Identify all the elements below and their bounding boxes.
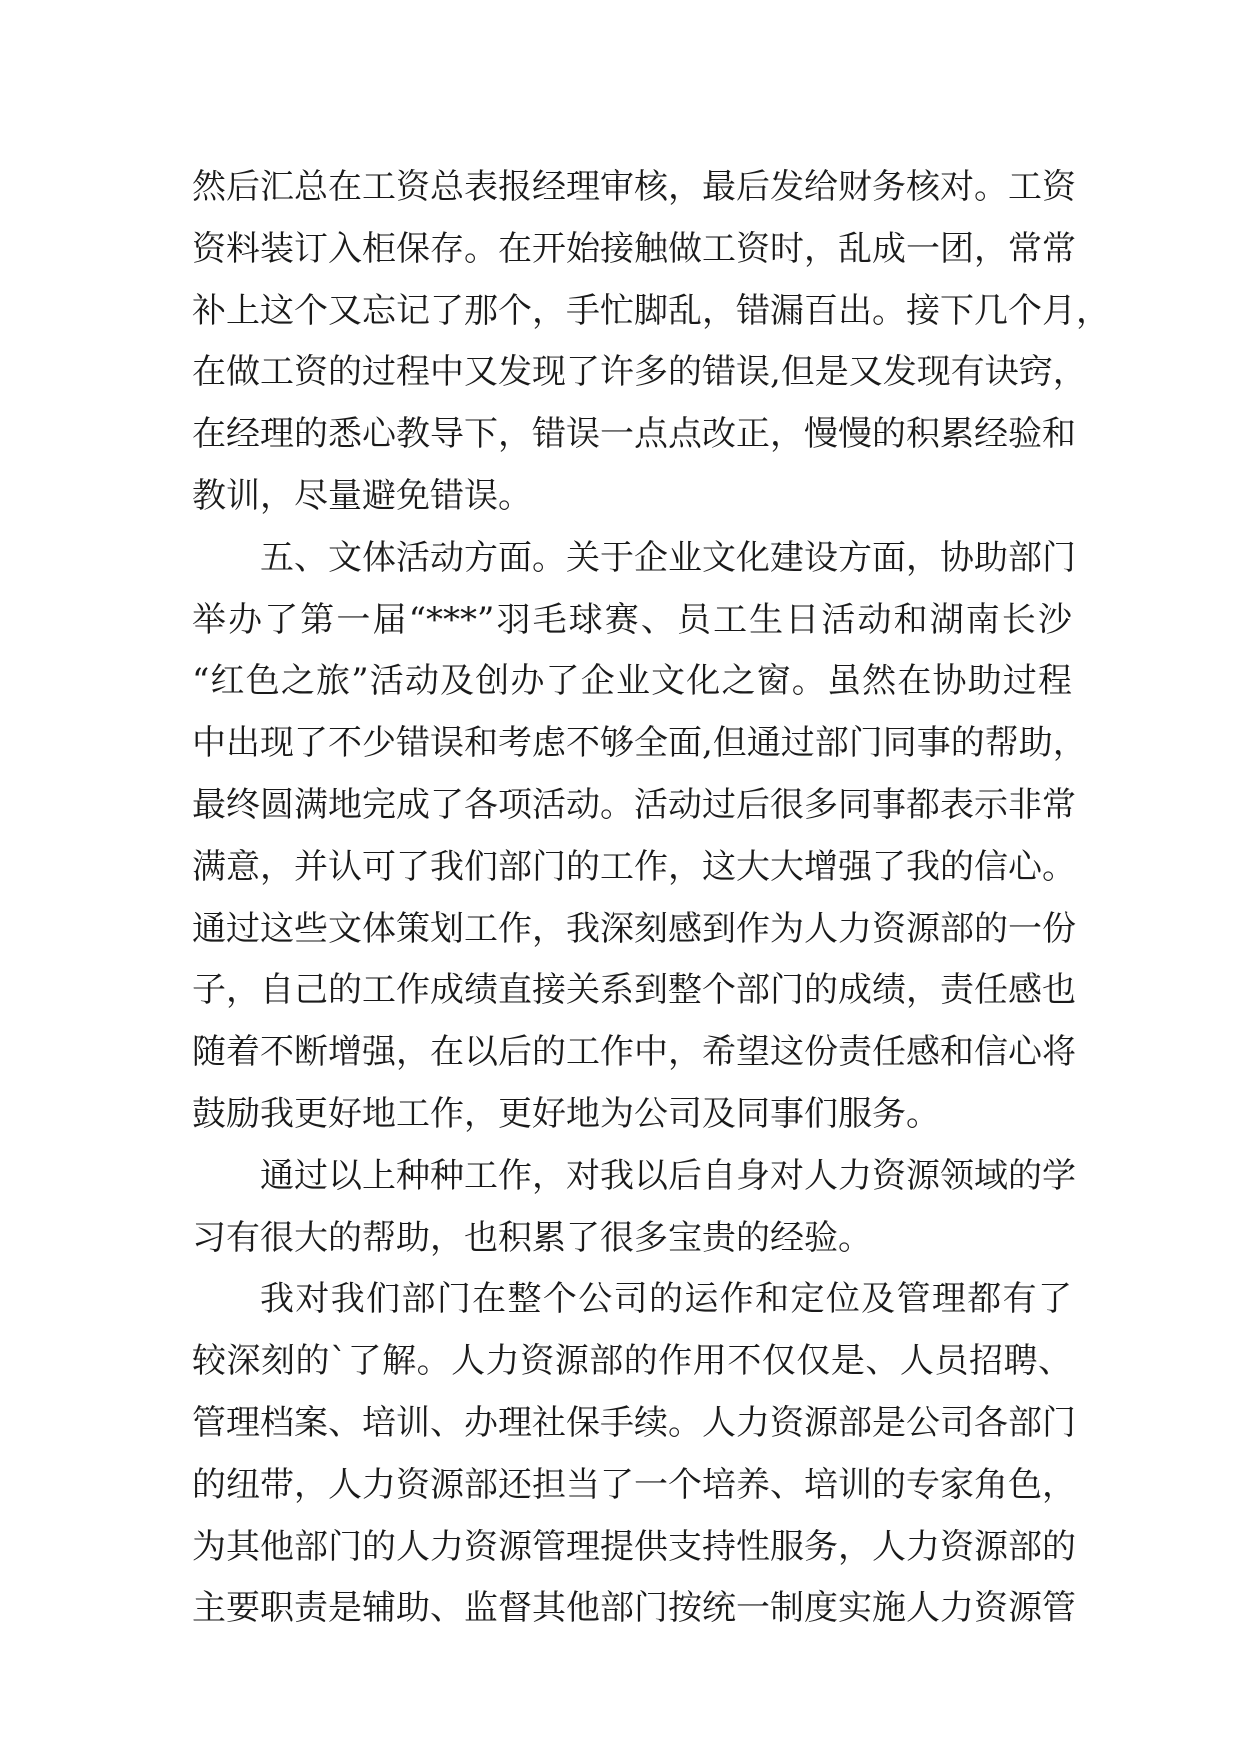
- text-line: 随着不断增强，在以后的工作中，希望这份责任感和信心将: [192, 1032, 1076, 1073]
- text-line: 管理档案、培训、办理社保手续。人力资源部是公司各部门: [192, 1402, 1076, 1443]
- text-line: 教训，尽量避免错误。: [192, 475, 532, 516]
- text-line: 鼓励我更好地工作，更好地为公司及同事们服务。: [192, 1093, 940, 1134]
- paragraph-first-line: 五、文体活动方面。关于企业文化建设方面，协助部门: [260, 537, 1076, 578]
- text-line: 在做工资的过程中又发现了许多的错误,但是又发现有诀窍，: [192, 352, 1087, 393]
- text-line: “红色之旅”活动及创办了企业文化之窗。虽然在协助过程: [192, 661, 1072, 702]
- text-line: 最终圆满地完成了各项活动。活动过后很多同事都表示非常: [192, 784, 1076, 825]
- text-line: 子，自己的工作成绩直接关系到整个部门的成绩，责任感也: [192, 970, 1076, 1011]
- text-line: 主要职责是辅助、监督其他部门按统一制度实施人力资源管: [192, 1588, 1076, 1629]
- text-line: 在经理的悉心教导下，错误一点点改正，慢慢的积累经验和: [192, 414, 1076, 455]
- text-line: 习有很大的帮助，也积累了很多宝贵的经验。: [192, 1217, 872, 1258]
- paragraph-first-line: 我对我们部门在整个公司的运作和定位及管理都有了: [260, 1279, 1072, 1320]
- text-line: 补上这个又忘记了那个，手忙脚乱，错漏百出。接下几个月，: [192, 290, 1110, 331]
- text-line: 通过这些文体策划工作，我深刻感到作为人力资源部的一份: [192, 908, 1076, 949]
- text-line: 资料装订入柜保存。在开始接触做工资时，乱成一团，常常: [192, 228, 1076, 269]
- text-line: 较深刻的`了解。人力资源部的作用不仅仅是、人员招聘、: [192, 1341, 1072, 1382]
- text-line: 的纽带，人力资源部还担当了一个培养、培训的专家角色，: [192, 1464, 1076, 1505]
- document-body: [192, 157, 1110, 1640]
- paragraph-first-line: 通过以上种种工作，对我以后自身对人力资源领域的学: [260, 1155, 1076, 1196]
- text-line: 中出现了不少错误和考虑不够全面,但通过部门同事的帮助，: [192, 723, 1087, 764]
- text-line: 满意，并认可了我们部门的工作，这大大增强了我的信心。: [192, 846, 1076, 887]
- text-line: 然后汇总在工资总表报经理审核，最后发给财务核对。工资: [192, 167, 1076, 207]
- text-line: 为其他部门的人力资源管理提供支持性服务，人力资源部的: [192, 1526, 1076, 1567]
- text-line: 举办了第一届“***”羽毛球赛、员工生日活动和湖南长沙: [192, 599, 1072, 640]
